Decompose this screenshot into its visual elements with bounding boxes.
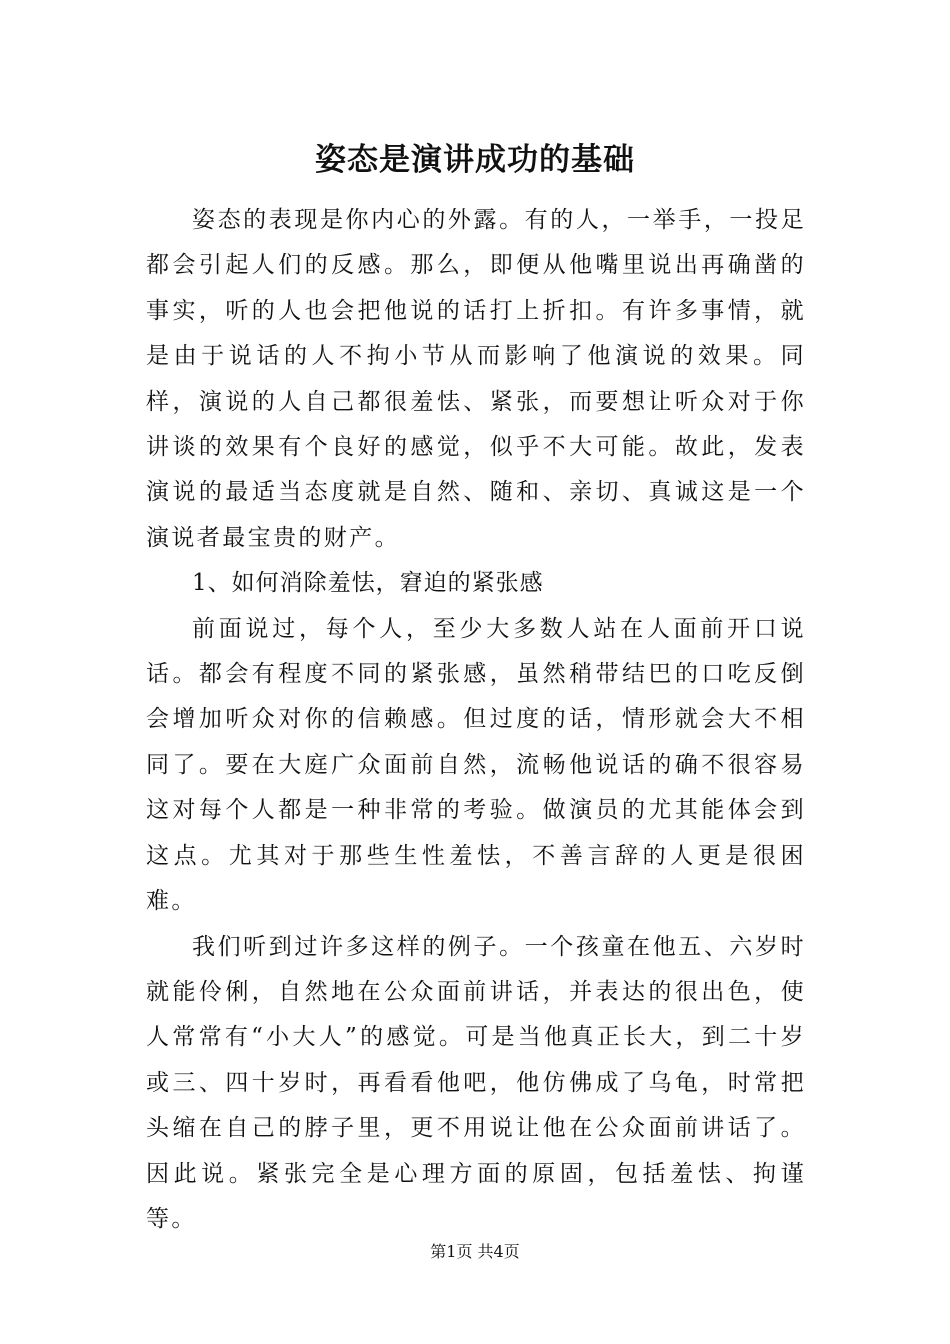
page-title: 姿态是演讲成功的基础 (315, 142, 635, 178)
page-footer: 第1页 共4页 (430, 1242, 520, 1261)
paragraph-intro: 姿态的表现是你内心的外露。有的人，一举手，一投足都会引起人们的反感。那么，即便从他嘴里说出再确凿的事实，听的人也会把他说的话打上折扣。有许多事情，就是由于说话的人不拘小节从而影响了他演说的效果。同样，演说的人自己都很羞怯、紧张，而要想让听众对于你讲谈的效果有个良好的感觉，似乎不大可能。故此，发表演说的最适当态度就是自然、随和、亲切、真诚这是一个演说者最宝贵的财产。 (146, 207, 806, 551)
section-heading: 1、如何消除羞怯，窘迫的紧张感 (192, 570, 544, 597)
paragraph-nervousness: 前面说过，每个人，至少大多数人站在人面前开口说话。都会有程度不同的紧张感，虽然稍带结巴的口吃反倒会增加听众对你的信赖感。但过度的话，情形就会大不相同了。要在大庭广众面前自然，流畅他说话的确不很容易这对每个人都是一种非常的考验。做演员的尤其能体会到这点。尤其对于那些生性羞怯，不善言辞的人更是很困难。 (146, 615, 806, 915)
paragraph-example: 我们听到过许多这样的例子。一个孩童在他五、六岁时就能伶俐，自然地在公众面前讲话，并表达的很出色，使人常常有“小大人”的感觉。可是当他真正长大，到二十岁或三、四十岁时，再看看他吧，他仿佛成了乌龟，时常把头缩在自己的脖子里，更不用说让他在公众面前讲话了。因此说。紧张完全是心理方面的原固，包括羞怯、拘谨等。 (146, 933, 806, 1232)
document-body (146, 198, 806, 1242)
